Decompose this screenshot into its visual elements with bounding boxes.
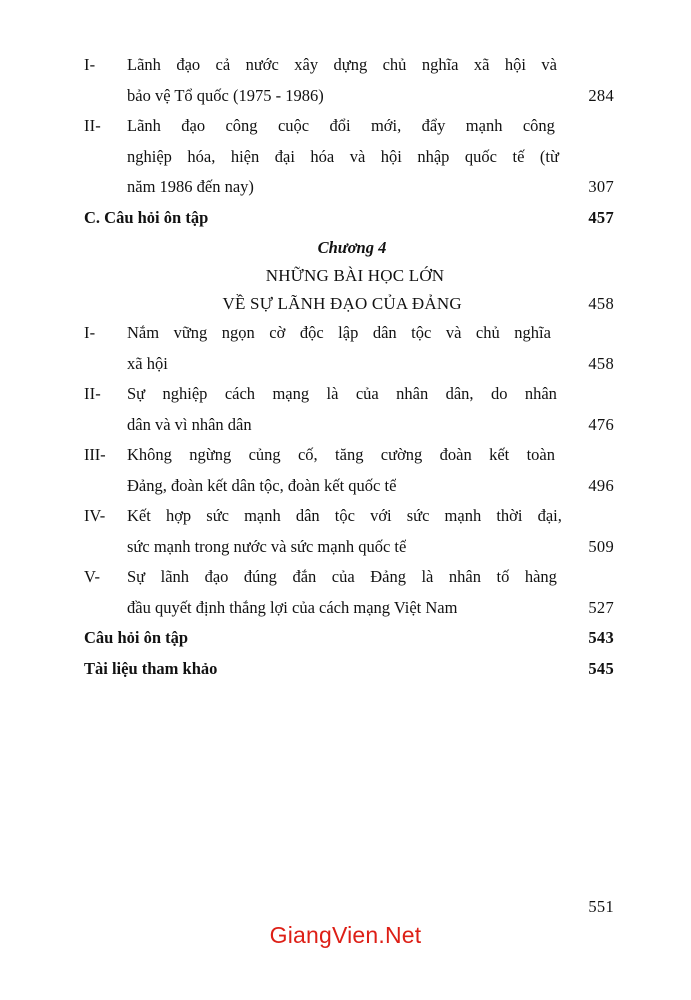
- entry-numeral: II-: [84, 384, 101, 403]
- word: hàng: [524, 567, 557, 586]
- entry-text: xã hội: [127, 353, 168, 373]
- word: mạnh: [244, 506, 281, 525]
- entry-numeral: III-: [84, 445, 106, 464]
- word: Sự: [127, 384, 146, 403]
- entry-text: dân và vì nhân dân: [127, 414, 252, 434]
- word: vững: [173, 323, 208, 342]
- word: hiện: [230, 146, 260, 166]
- entry-line-justified: [127, 318, 551, 349]
- word: tộc: [411, 323, 432, 342]
- word: hội: [380, 146, 402, 166]
- chapter-title-line1: NHỮNG BÀI HỌC LỚN: [265, 266, 445, 285]
- entry-line-justified: [127, 142, 559, 173]
- entry-numeral: II-: [84, 116, 101, 135]
- word: hội: [504, 55, 526, 74]
- entry-body: [127, 501, 614, 562]
- page-number: 476: [588, 414, 614, 434]
- word: cố,: [297, 445, 318, 464]
- entry-text: năm 1986 đến nay): [127, 177, 254, 196]
- word: nghĩa: [514, 323, 551, 342]
- toc-references[interactable]: [84, 654, 614, 685]
- word: là: [326, 384, 339, 403]
- entry-body: [127, 50, 614, 111]
- entry-line-last: [127, 81, 614, 112]
- word: đạo: [181, 116, 206, 135]
- word: đắn: [292, 567, 317, 586]
- word: cuộc: [277, 116, 310, 135]
- entry-line-justified: [127, 562, 557, 593]
- word: nghĩa: [421, 55, 459, 74]
- word: do: [490, 384, 508, 403]
- word: và: [445, 323, 462, 342]
- entry-numeral: I-: [84, 55, 96, 74]
- word: tăng: [335, 445, 364, 464]
- page-number: 458: [588, 294, 614, 313]
- chapter-heading: [84, 233, 614, 318]
- word: Lãnh: [127, 55, 161, 74]
- word: xây: [294, 55, 319, 74]
- table-of-contents: [84, 50, 614, 684]
- entry-line-justified: [127, 50, 557, 81]
- toc-review-questions[interactable]: [84, 623, 614, 654]
- word: dựng: [333, 55, 368, 74]
- page-number: 509: [588, 536, 614, 556]
- entry-line-justified: [127, 111, 555, 142]
- toc-entry[interactable]: [84, 501, 614, 562]
- word: quốc: [464, 146, 497, 166]
- word: và: [541, 55, 557, 74]
- chapter-title-line2: VỀ SỰ LÃNH ĐẠO CỦA ĐẢNG: [222, 294, 462, 313]
- word: dân,: [445, 384, 474, 403]
- page-number: 284: [588, 85, 614, 105]
- toc-entry[interactable]: [84, 111, 614, 203]
- word: củng: [248, 445, 281, 464]
- word: của: [331, 567, 355, 586]
- entry-line-last: [127, 349, 614, 380]
- page-number: 545: [588, 658, 614, 678]
- word: Không: [127, 445, 172, 464]
- word: công: [522, 116, 555, 135]
- word: xã: [473, 55, 490, 74]
- word: Kết: [127, 506, 151, 525]
- entry-numeral: V-: [84, 567, 101, 586]
- page-number: 527: [588, 597, 614, 617]
- word: cờ: [269, 323, 286, 342]
- word: với: [370, 506, 392, 525]
- word: đạo: [204, 567, 229, 586]
- toc-entry[interactable]: [84, 562, 614, 623]
- section-c-label: C. Câu hỏi ôn tập: [84, 207, 209, 227]
- word: Sự: [127, 567, 146, 586]
- entry-line-last: [127, 471, 614, 502]
- review-questions-label: Câu hỏi ôn tập: [84, 628, 189, 647]
- word: nhân: [396, 384, 429, 403]
- page-number: 458: [588, 353, 614, 373]
- word: nghiệp: [127, 146, 172, 166]
- word: sức: [206, 506, 229, 525]
- toc-entry[interactable]: [84, 50, 614, 111]
- word: độc: [299, 323, 324, 342]
- toc-entry[interactable]: [84, 318, 614, 379]
- word: (từ: [539, 146, 559, 166]
- word: Đảng: [370, 567, 406, 586]
- word: sức: [406, 506, 430, 525]
- word: hóa,: [187, 146, 216, 166]
- word: đại: [274, 146, 295, 166]
- word: đoàn: [439, 445, 472, 464]
- entry-numeral: I-: [84, 323, 96, 342]
- toc-entry[interactable]: [84, 440, 614, 501]
- word: lập: [338, 323, 359, 342]
- word: chủ: [382, 55, 407, 74]
- word: dân: [372, 323, 397, 342]
- word: Lãnh: [127, 116, 161, 135]
- entry-body: [127, 379, 614, 440]
- word: đại,: [537, 506, 562, 525]
- word: tộc: [334, 506, 355, 525]
- entry-line-justified: [127, 501, 562, 532]
- word: tế: [512, 146, 525, 166]
- toc-section-c[interactable]: [84, 203, 614, 234]
- word: là: [421, 567, 434, 586]
- word: đổi: [329, 116, 351, 135]
- chapter-label: Chương 4: [317, 238, 387, 257]
- word: mạnh: [444, 506, 482, 525]
- word: toàn: [526, 445, 555, 464]
- word: cách: [224, 384, 256, 403]
- entry-text: sức mạnh trong nước và sức mạnh quốc tế: [127, 536, 407, 556]
- word: hợp: [165, 506, 192, 525]
- word: hóa: [310, 146, 335, 166]
- page-number: 543: [588, 628, 614, 647]
- word: kết: [489, 445, 510, 464]
- chapter-title-line2-row: [84, 290, 614, 318]
- entry-line-justified: [127, 440, 555, 471]
- entry-line-last: [127, 593, 614, 624]
- page-number: 307: [588, 177, 614, 196]
- word: đạo: [176, 55, 201, 74]
- word: cả: [215, 55, 231, 74]
- word: và: [349, 146, 366, 166]
- entry-text: Đảng, đoàn kết dân tộc, đoàn kết quốc tế: [127, 475, 397, 495]
- site-watermark: GiangVien.Net: [269, 922, 422, 948]
- word: chủ: [475, 323, 500, 342]
- word: ngọn: [221, 323, 255, 342]
- word: nhân: [524, 384, 557, 403]
- page-number: 457: [588, 207, 614, 227]
- toc-entry[interactable]: [84, 379, 614, 440]
- folio-page-number: 551: [588, 897, 614, 916]
- word: mạng: [272, 384, 310, 403]
- word: ngừng: [189, 445, 232, 464]
- word: nhân: [448, 567, 481, 586]
- entry-text: bảo vệ Tổ quốc (1975 - 1986): [127, 85, 324, 105]
- entry-line-last: [127, 410, 614, 441]
- entry-body: [127, 111, 614, 203]
- word: cường: [380, 445, 423, 464]
- word: nghiệp: [162, 384, 208, 403]
- references-label: Tài liệu tham khảo: [84, 658, 218, 678]
- entry-text: đầu quyết định thắng lợi của cách mạng Việt Nam: [127, 597, 458, 617]
- word: lãnh: [160, 567, 190, 586]
- word: Nắm: [127, 323, 160, 342]
- word: dân: [295, 506, 320, 525]
- word: đúng: [243, 567, 277, 586]
- word: đẩy: [421, 116, 446, 135]
- page-number: 496: [588, 475, 614, 495]
- chapter-title-line1-row: [84, 262, 614, 290]
- word: thời: [496, 506, 523, 525]
- word: công: [225, 116, 258, 135]
- word: nước: [245, 55, 279, 74]
- entry-body: [127, 318, 614, 379]
- entry-numeral: IV-: [84, 506, 106, 525]
- entry-line-last: [127, 532, 614, 563]
- entry-line-last: [127, 172, 614, 203]
- word: mới,: [370, 116, 402, 135]
- entry-body: [127, 440, 614, 501]
- word: nhập: [417, 146, 450, 166]
- entry-body: [127, 562, 614, 623]
- word: mạnh: [465, 116, 503, 135]
- word: tố: [496, 567, 510, 586]
- word: của: [355, 384, 379, 403]
- chapter-label-row: [84, 233, 614, 262]
- entry-line-justified: [127, 379, 557, 410]
